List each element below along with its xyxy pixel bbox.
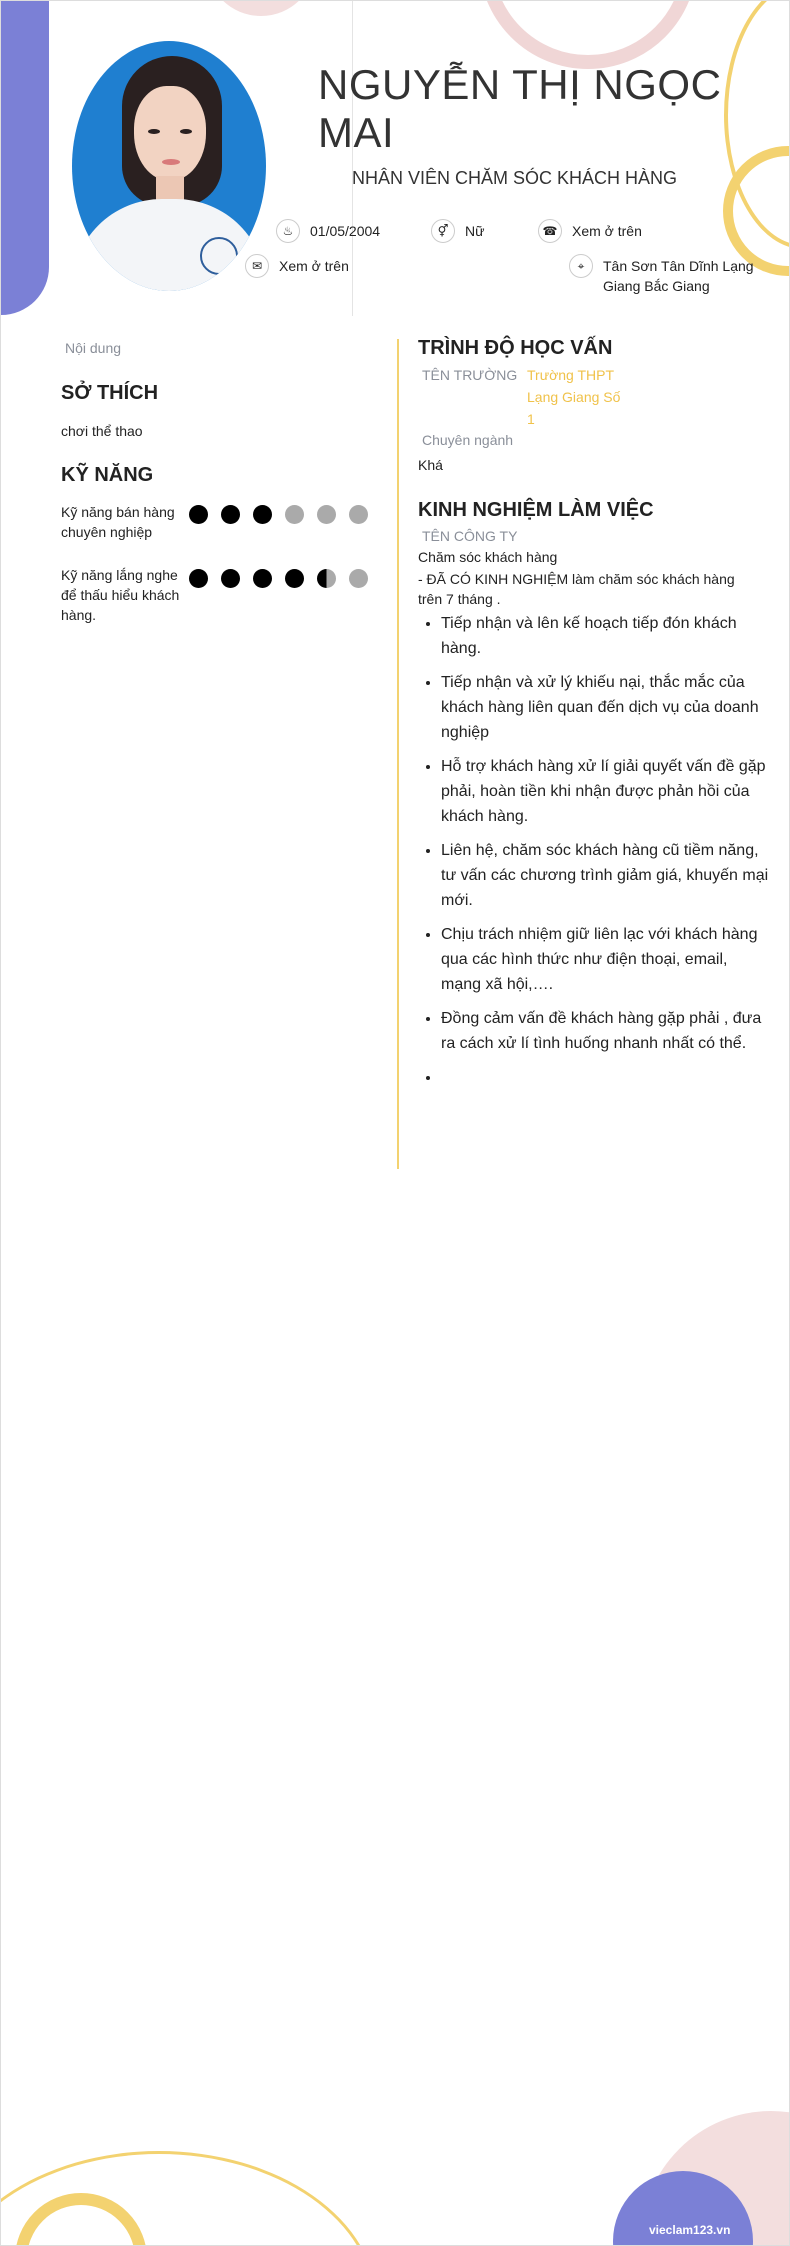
experience-summary: - ĐÃ CÓ KINH NGHIỆM làm chăm sóc khách hàng trên 7 tháng . <box>418 571 735 607</box>
education-title: TRÌNH ĐỘ HỌC VẤN <box>418 337 613 359</box>
skills-title: KỸ NĂNG <box>61 464 154 486</box>
list-item: • Tiếp nhận và lên kế hoạch tiếp đón khách hàng. <box>441 611 771 661</box>
company-label: TÊN CÔNG TY <box>422 528 518 544</box>
deco-pink-blob <box>206 0 316 16</box>
skill-dot <box>253 569 272 588</box>
gender-icon: ⚥ <box>431 219 455 243</box>
skill-dot <box>221 505 240 524</box>
birthday-info: ♨ 01/05/2004 <box>276 219 380 243</box>
position-text: Chăm sóc khách hàng <box>418 549 558 565</box>
skill-dot <box>349 505 368 524</box>
email-info: ✉ Xem ở trên <box>245 254 349 278</box>
experience-bullets <box>429 611 771 1099</box>
skill-dot <box>317 569 336 588</box>
deco-pink-ring <box>479 0 697 69</box>
skill-rating <box>189 505 368 524</box>
brand-logo[interactable]: vieclam123.vn <box>649 2223 731 2237</box>
list-item: • Hỗ trợ khách hàng xử lí giải quyết vấn đề gặp phải, hoàn tiền khi nhận được phản hồi của khách hàng. <box>441 754 771 829</box>
job-title: NHÂN VIÊN CHĂM SÓC KHÁCH HÀNG <box>352 168 678 188</box>
grade-text: Khá <box>418 457 443 473</box>
list-item: • Đồng cảm vấn đề khách hàng gặp phải , đưa ra cách xử lí tình huống nhanh nhất có thể. <box>441 1006 771 1056</box>
school-value: Trường THPT Lạng Giang Số 1 <box>527 367 621 427</box>
profile-photo[interactable] <box>72 41 266 291</box>
skill-label: Kỹ năng bán hàng chuyên nghiệp <box>61 504 175 540</box>
skill-rating <box>189 569 368 588</box>
skill-dot <box>189 569 208 588</box>
skill-dot <box>189 505 208 524</box>
hobbies-title: SỞ THÍCH <box>61 382 159 404</box>
list-item <box>441 1065 771 1090</box>
content-placeholder[interactable]: Nội dung <box>65 340 122 356</box>
skill-dot <box>285 569 304 588</box>
skill-dot <box>285 505 304 524</box>
major-label: Chuyên ngành <box>422 432 514 448</box>
list-item: • Chịu trách nhiệm giữ liên lạc với khách hàng qua các hình thức như điện thoại, email, mạng xã hội,…. <box>441 922 771 997</box>
list-item: • Liên hệ, chăm sóc khách hàng cũ tiềm năng, tư vấn các chương trình giảm giá, khuyến mại mới. <box>441 838 771 913</box>
hobbies-text: chơi thể thao <box>61 423 143 439</box>
phone-info: ☎ Xem ở trên <box>538 219 642 243</box>
skill-dot <box>317 505 336 524</box>
school-label: TÊN TRƯỜNG <box>422 367 518 383</box>
deco-purple-bar <box>1 1 49 315</box>
location-icon: ⌖ <box>569 254 593 278</box>
birthday-icon: ♨ <box>276 219 300 243</box>
experience-title: KINH NGHIỆM LÀM VIỆC <box>418 499 654 521</box>
column-divider <box>397 339 399 1169</box>
email-icon: ✉ <box>245 254 269 278</box>
skill-dot <box>349 569 368 588</box>
header-divider <box>352 1 353 316</box>
candidate-name: NGUYỄN THỊ NGỌC MAI <box>318 61 722 156</box>
skill-label: Kỹ năng lắng nghe để thấu hiểu khách hàng. <box>61 567 180 623</box>
address-info: ⌖ Tân Sơn Tân Dĩnh Lạng Giang Bắc Giang <box>569 254 759 296</box>
skill-dot <box>221 569 240 588</box>
gender-info: ⚥ Nữ <box>431 219 484 243</box>
phone-icon: ☎ <box>538 219 562 243</box>
list-item: • Tiếp nhận và xử lý khiếu nại, thắc mắc của khách hàng liên quan đến dịch vụ của doanh nghiệp <box>441 670 771 745</box>
skill-dot <box>253 505 272 524</box>
